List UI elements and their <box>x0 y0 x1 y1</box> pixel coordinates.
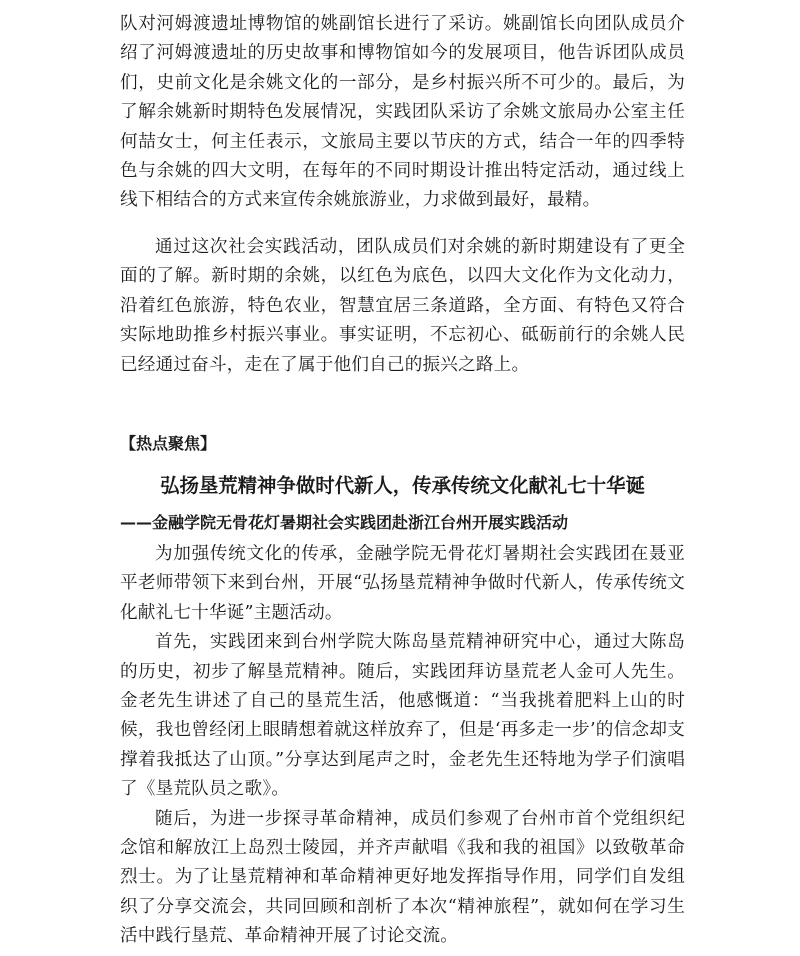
article1-body <box>120 10 685 216</box>
section-tag: 【热点聚焦】 <box>120 434 217 453</box>
paragraph-second: 随后，为进一步探寻革命精神，成员们参观了台州市首个党组织纪念馆和解放江上岛烈士陵园，并齐声献唱《我和我的祖国》以致敬革命烈士。为了让垦荒精神和革命精神更好地发挥指导作用，同学们自发组织了分享交流会，共同回顾和剖析了本次“精神旅程”，就如何在学习生活中践行垦荒、革命精神开展了讨论交流。 <box>120 808 685 947</box>
article1-conclusion <box>120 233 685 380</box>
article-subtitle: ——金融学院无骨花灯暑期社会实践团赴浙江台州开展实践活动 <box>120 513 569 532</box>
paragraph-intro: 为加强传统文化的传承，金融学院无骨花灯暑期社会实践团在聂亚平老师带领下来到台州，开展“弘扬垦荒精神争做时代新人，传承传统文化献礼七十华诞”主题活动。 <box>120 544 685 623</box>
paragraph-first: 首先，实践团来到台州学院大陈岛垦荒精神研究中心，通过大陈岛的历史，初步了解垦荒精神。随后，实践团拜访垦荒老人金可人先生。金老先生讲述了自己的垦荒生活，他感慨道：“当我挑着肥料上山的时候，我也曾经闭上眼睛想着就这样放弃了，但是‘再多走一步’的信念却支撑着我抵达了山顶。”分享达到尾声之时，金老先生还特地为学子们演唱了《垦荒队员之歌》。 <box>120 632 685 800</box>
paragraph-continued: 队对河姆渡遗址博物馆的姚副馆长进行了采访。姚副馆长向团队成员介绍了河姆渡遗址的历史故事和博物馆如今的发展项目，他告诉团队成员们，史前文化是余姚文化的一部分，是乡村振兴所不可少的。最后，为了解余姚新时期特色发展情况，实践团队采访了余姚文旅局办公室主任何喆女士，何主任表示，文旅局主要以节庆的方式，结合一年的四季特色与余姚的四大文明，在每年的不同时期设计推出特定活动，通过线上线下相结合的方式来宣传余姚旅游业，力求做到最好，最精。 <box>120 14 685 211</box>
article2-body <box>120 540 685 952</box>
article-title: 弘扬垦荒精神争做时代新人，传承传统文化献礼七十华诞 <box>160 474 645 497</box>
paragraph-conclusion: 通过这次社会实践活动，团队成员们对余姚的新时期建设有了更全面的了解。新时期的余姚，以红色为底色，以四大文化作为文化动力，沿着红色旅游，特色农业，智慧宜居三条道路，全方面、有特色又符合实际地助推乡村振兴事业。事实证明，不忘初心、砥砺前行的余姚人民已经通过奋斗，走在了属于他们自己的振兴之路上。 <box>120 237 685 375</box>
